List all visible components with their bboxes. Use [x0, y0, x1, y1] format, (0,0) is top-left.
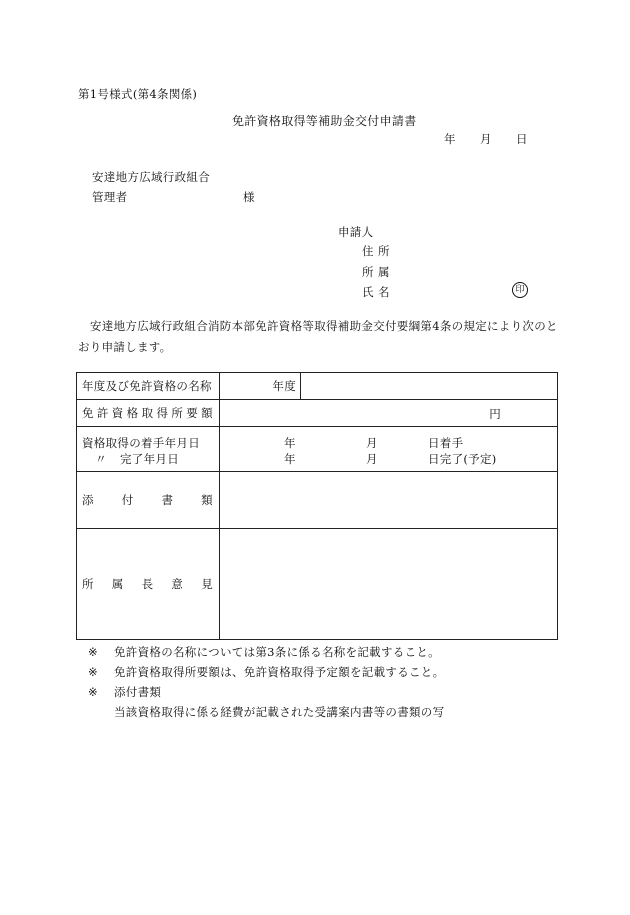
required-amount-label: 免 許 資 格 取 得 所 要 額	[77, 400, 220, 427]
yen-unit: 円	[489, 407, 501, 421]
fiscal-year-label: 年度	[272, 379, 296, 393]
form-title: 免許資格取得等補助金交付申請書	[232, 114, 417, 128]
start-year-label: 年	[284, 436, 296, 450]
applicant-label: 申請人	[338, 225, 374, 239]
start-day-label: 日着手	[428, 436, 464, 450]
table-row-supervisor-opinion	[77, 529, 558, 640]
form-number: 第1号様式(第4条関係)	[78, 87, 198, 101]
required-amount-field[interactable]	[220, 400, 558, 427]
seal-mark: 印	[512, 282, 528, 298]
note-mark: ※	[88, 685, 98, 699]
note-attachment-detail: 当該資格取得に係る経費が記載された受講案内書等の書類の写	[114, 705, 445, 719]
supervisor-opinion-field[interactable]	[220, 529, 558, 640]
application-statement: 安達地方広域行政組合消防本部免許資格等取得補助金交付要綱第4条の規定により次のとおり申請します。	[78, 319, 558, 354]
end-day-label: 日完了(予定)	[428, 452, 497, 466]
note-mark: ※	[88, 645, 98, 659]
note-text: 添付書類	[114, 685, 162, 699]
fiscal-year-field[interactable]	[220, 373, 301, 400]
note-item	[88, 684, 161, 700]
start-month-label: 月	[366, 436, 378, 450]
applicant-department-label: 所 属	[362, 265, 390, 279]
table-row-license-name	[77, 373, 558, 400]
addressee-manager: 管理者	[92, 190, 128, 204]
application-table	[76, 372, 558, 640]
date-year-label: 年	[444, 132, 456, 146]
ditto-mark: 〃	[95, 452, 107, 466]
dates-label-cell	[77, 427, 220, 472]
start-date-label: 資格取得の着手年月日	[82, 436, 200, 450]
note-text: 免許資格の名称については第3条に係る名称を記載すること。	[114, 645, 440, 659]
end-month-label: 月	[366, 452, 378, 466]
table-row-dates	[77, 427, 558, 472]
attachments-field[interactable]	[220, 472, 558, 529]
date-day-label: 日	[516, 132, 528, 146]
note-text: 免許資格取得所要額は、免許資格取得予定額を記載すること。	[114, 665, 445, 679]
date-month-label: 月	[480, 132, 492, 146]
applicant-name-label: 氏 名	[362, 285, 390, 299]
end-date-label-line	[82, 451, 179, 467]
note-item	[88, 664, 444, 680]
addressee-organization: 安達地方広域行政組合	[92, 170, 210, 184]
supervisor-opinion-label: 所 属 長 意 見	[77, 529, 220, 640]
applicant-address-label: 住 所	[362, 244, 390, 258]
license-name-field[interactable]	[301, 373, 558, 400]
application-date	[444, 131, 528, 147]
table-row-required-amount	[77, 400, 558, 427]
note-mark: ※	[88, 665, 98, 679]
end-date-label: 完了年月日	[120, 452, 179, 466]
license-name-label: 年度及び免許資格の名称	[77, 373, 220, 400]
addressee-honorific: 様	[243, 190, 255, 204]
attachments-label: 添 付 書 類	[77, 472, 220, 529]
table-row-attachments	[77, 472, 558, 529]
dates-field[interactable]	[220, 427, 558, 472]
note-item	[88, 644, 440, 660]
end-year-label: 年	[284, 452, 296, 466]
